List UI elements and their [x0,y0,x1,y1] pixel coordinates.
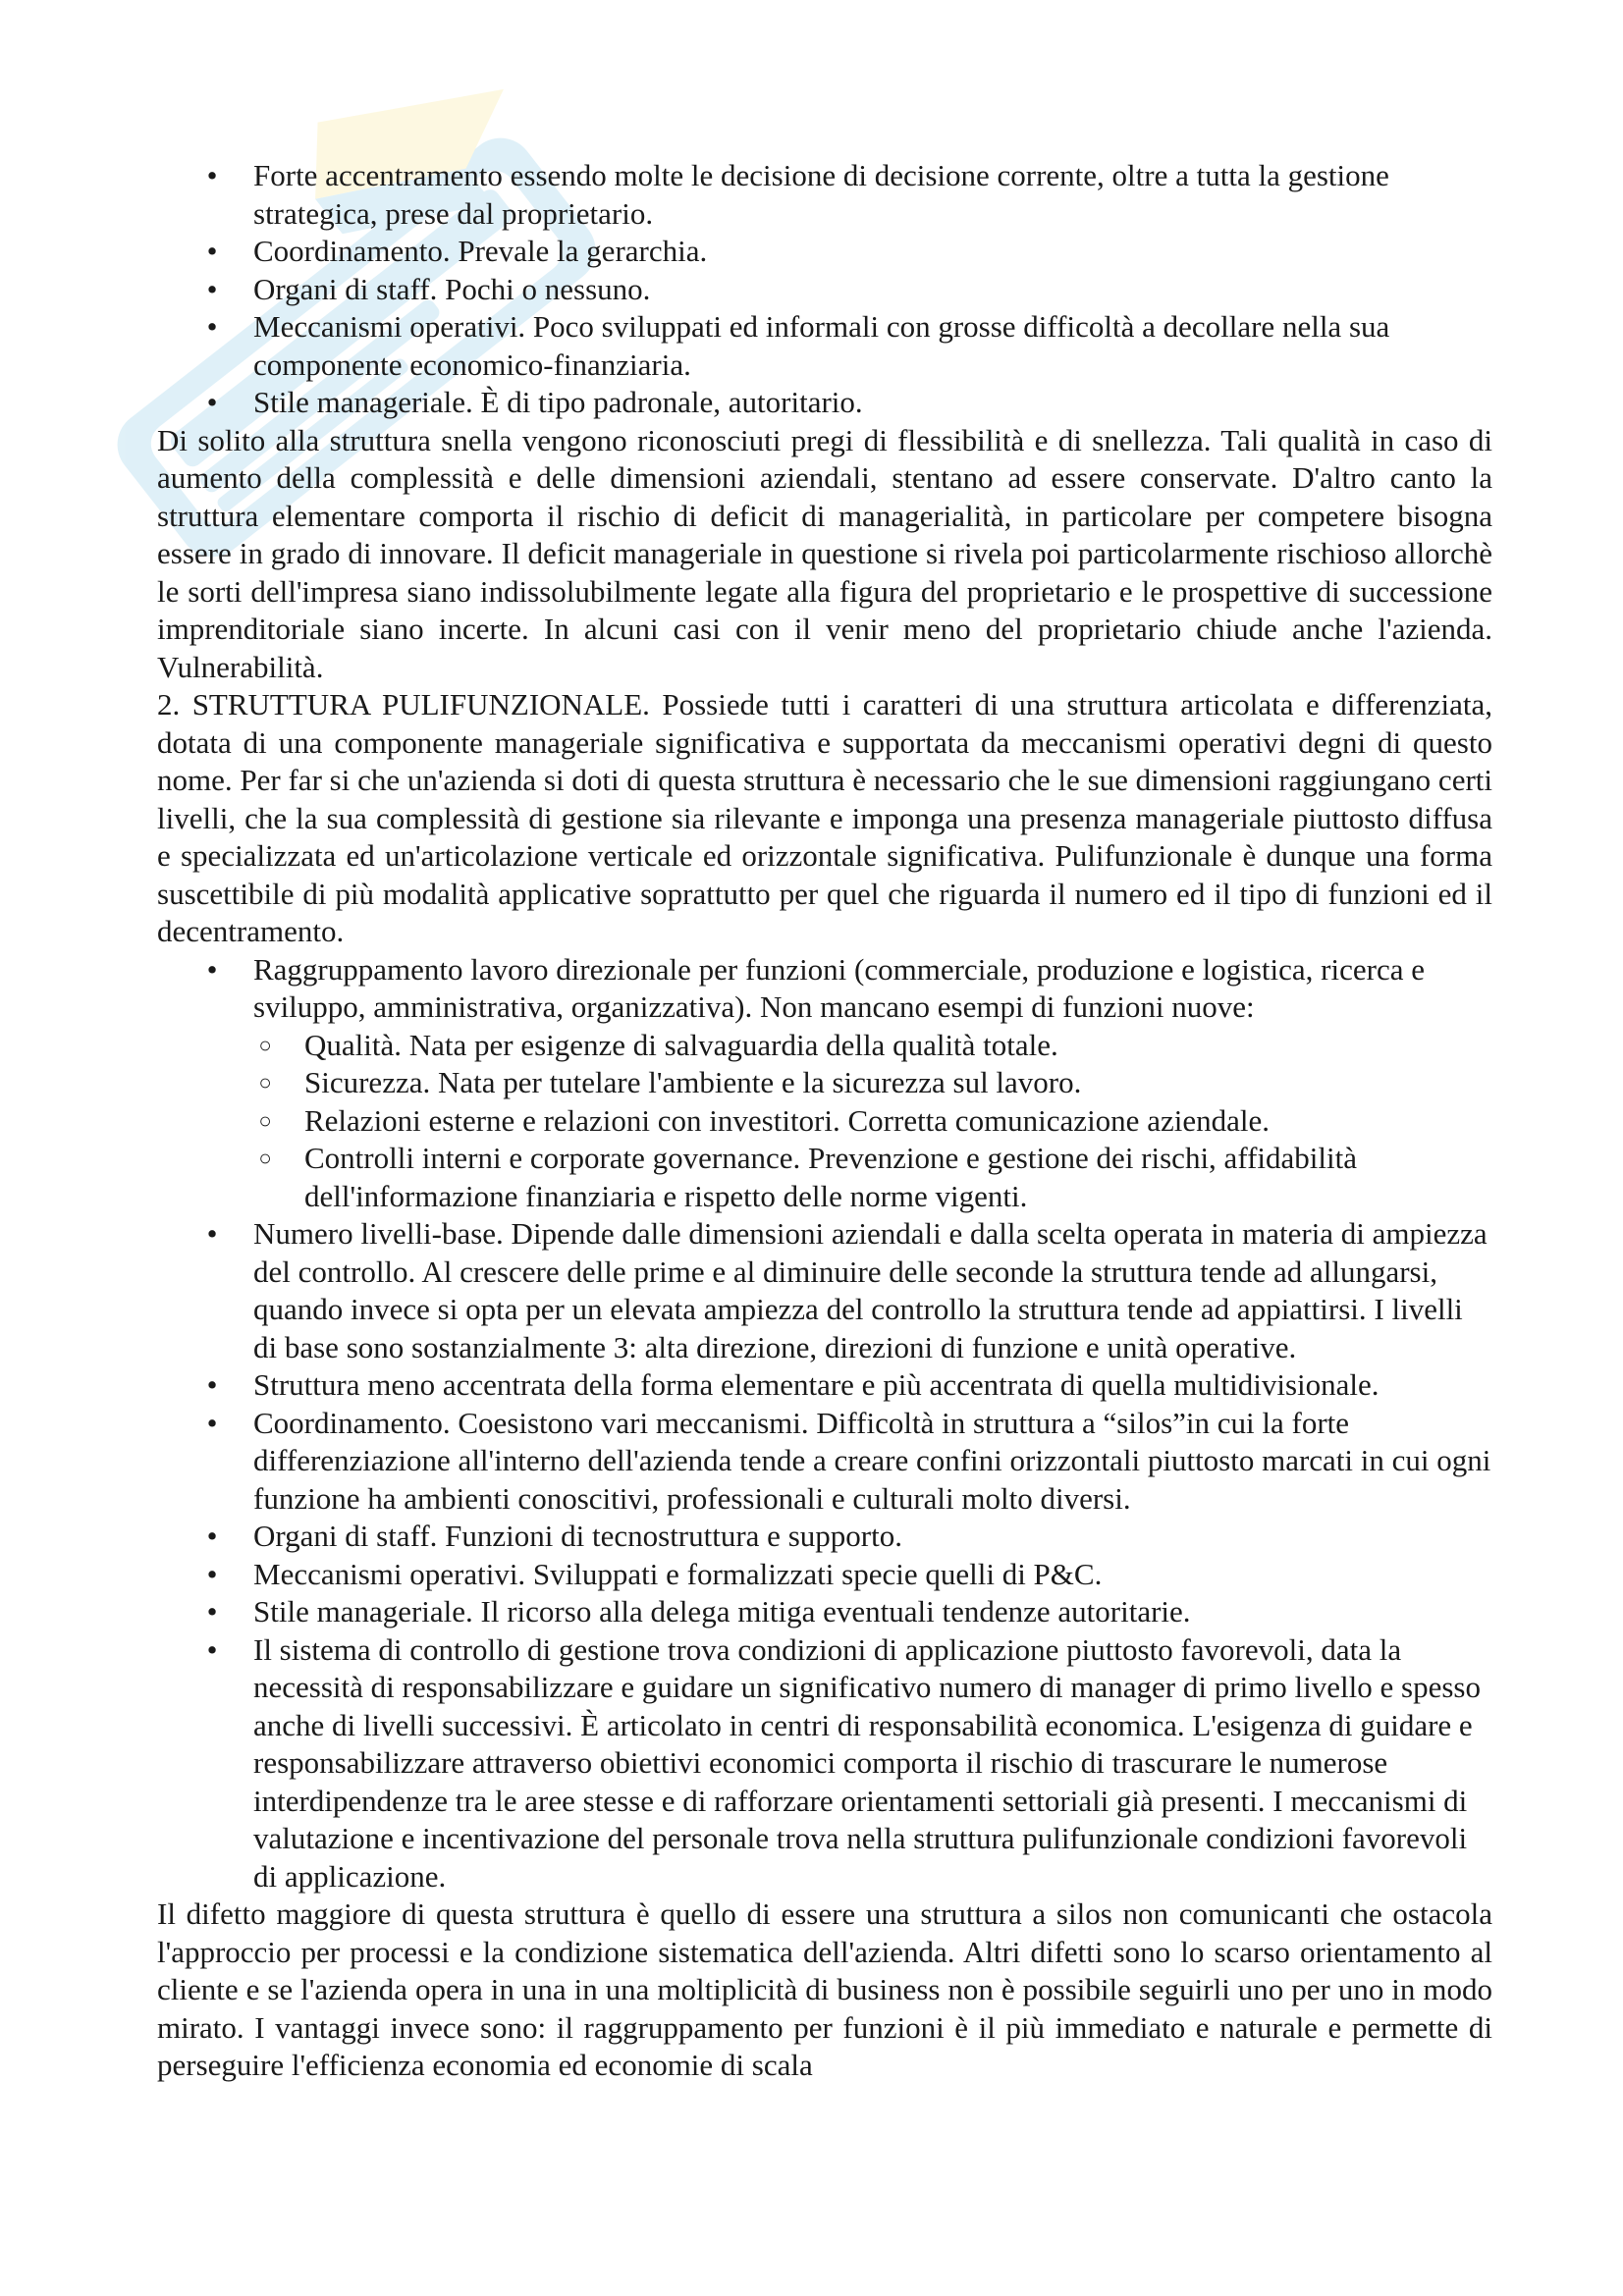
sub-list-item: ○ Sicurezza. Nata per tutelare l'ambiente e la sicurezza sul lavoro. [157,1064,1492,1102]
list-item: • Stile manageriale. Il ricorso alla delega mitiga eventuali tendenze autoritarie. [157,1593,1492,1631]
circle-bullet-icon: ○ [258,1146,272,1170]
bullet-icon: • [206,1594,218,1629]
circle-bullet-icon: ○ [258,1070,272,1095]
bullet-icon: • [206,271,218,306]
paragraph-struttura-snella: Di solito alla struttura snella vengono riconosciuti pregi di flessibilità e di snellezza. Tali qualità in caso di aumento della complessità e delle dimensioni aziendali, stentano ad essere conservate. D'altro canto la struttura elementare comporta il rischio di deficit di managerialità, in particolare per competere bisogna essere in grado di innovare. Il deficit manageriale in questione si rivela poi particolarmente rischioso allorchè le sorti dell'impresa siano indissolubilmente legate alla figura del proprietario e le prospettive di successione imprenditoriale siano incerte. In alcuni casi con il venir meno del proprietario chiude anche l'azienda. Vulnerabilità. [157,422,1492,684]
list-item: • Coordinamento. Coesistono vari meccanismi. Difficoltà in struttura a “silos”in cui la forte differenziazione all'interno dell'azienda tende a creare confini orizzontali piuttosto marcati in cui ogni funzione ha ambienti conoscitivi, professionali e culturali molto diversi. [157,1405,1492,1519]
circle-bullet-icon: ○ [258,1107,272,1133]
sub-list-item: ○ Qualità. Nata per esigenze di salvaguardia della qualità totale. [157,1027,1492,1065]
bullet-icon: • [206,234,218,268]
list-item: • Il sistema di controllo di gestione trova condizioni di applicazione piuttosto favorevoli, data la necessità di responsabilizzare e guidare un significativo numero di manager di primo livello e spesso anche di livelli successivi. È articolato in centri di responsabilità economica. L'esigenza di guidare e responsabilizzare attraverso obiettivi economici comporta il rischio di trascurare le numerose interdipendenze tra le aree stesse e di rafforzare orientamenti settoriali già presenti. I meccanismi di valutazione e incentivazione del personale trova nella struttura pulifunzionale condizioni favorevoli di applicazione. [157,1631,1492,1896]
list-item: • Numero livelli-base. Dipende dalle dimensioni aziendali e dalla scelta operata in materia di ampiezza del controllo. Al crescere delle prime e al diminuire delle seconde la struttura tende ad allungarsi, quando invece si opta per un elevata ampiezza del controllo la struttura tende ad appiattirsi. I livelli di base sono sostanzialmente 3: alta direzione, direzioni di funzione e unità operative. [157,1215,1492,1366]
list-item: • Meccanismi operativi. Sviluppati e formalizzati specie quelli di P&C. [157,1556,1492,1594]
document-body [157,157,1492,2085]
bullet-list-elementare [157,157,1492,422]
list-item: • Organi di staff. Funzioni di tecnostruttura e supporto. [157,1518,1492,1556]
bullet-icon: • [206,1519,218,1553]
list-item: • Forte accentramento essendo molte le decisione di decisione corrente, oltre a tutta la gestione strategica, prese dal proprietario. [157,157,1492,233]
bullet-icon: • [206,1631,218,1667]
circle-bullet-icon: ○ [258,1032,272,1057]
bullet-icon: • [206,1367,218,1402]
paragraph-difetti-vantaggi: Il difetto maggiore di questa struttura è quello di essere una struttura a silos non comunicanti che ostacola l'approccio per processi e la condizione sistematica dell'azienda. Altri difetti sono lo scarso orientamento al cliente e se l'azienda opera in una in una moltiplicità di business non è possibile seguirli uno per uno in modo mirato. I vantaggi invece sono: il raggruppamento per funzioni è il più immediato e naturale e permette di perseguire l'efficienza economia ed economie di scala [157,1896,1492,2082]
sub-list-item: ○ Controlli interni e corporate governance. Prevenzione e gestione dei rischi, affidabilità dell'informazione finanziaria e rispetto delle norme vigenti. [157,1140,1492,1215]
bullet-icon: • [206,309,218,344]
bullet-icon: • [206,385,218,419]
bullet-icon: • [206,1216,218,1251]
list-item: • Raggruppamento lavoro direzionale per funzioni (commerciale, produzione e logistica, ricerca e sviluppo, amministrativa, organizzativa). Non mancano esempi di funzioni nuove: ○ Qualità. Nata per esigenze di salvaguardia della qualità totale. ○ Sicurezza. Nata per tutelare l'ambiente e la sicurezza sul lavoro. ○ Relazioni esterne e relazioni con investitori. Corretta comunicazione aziendale. ○ Controlli interni e corporate governance. Prevenzione e gestione dei rischi, affidabilità dell'informazione finanziaria e rispetto delle norme vigenti. [157,951,1492,1216]
bullet-icon: • [206,1556,218,1591]
list-item: • Coordinamento. Prevale la gerarchia. [157,233,1492,271]
bullet-icon: • [206,1405,218,1440]
list-item: • Stile manageriale. È di tipo padronale, autoritario. [157,384,1492,422]
list-item: • Meccanismi operativi. Poco sviluppati ed informali con grosse difficoltà a decollare nella sua componente economico-finanziaria. [157,308,1492,384]
sub-list-item: ○ Relazioni esterne e relazioni con investitori. Corretta comunicazione aziendale. [157,1102,1492,1141]
sub-list-funzioni-nuove [253,1027,1492,1216]
list-item: • Organi di staff. Pochi o nessuno. [157,271,1492,309]
list-item: • Struttura meno accentrata della forma elementare e più accentrata di quella multidivisionale. [157,1366,1492,1405]
bullet-icon: • [206,158,218,192]
bullet-icon: • [206,951,218,987]
paragraph-struttura-pulifunzionale: 2. STRUTTURA PULIFUNZIONALE. Possiede tutti i caratteri di una struttura articolata e differenziata, dotata di una componente manageriale significativa e supportata da meccanismi operativi degni di questo nome. Per far si che un'azienda si doti di questa struttura è necessario che le sue dimensioni raggiungano certi livelli, che la sua complessità di gestione sia rilevante e imponga una presenza manageriale piuttosto diffusa e specializzata ed un'articolazione verticale ed orizzontale significativa. Pulifunzionale è dunque una forma suscettibile di più modalità applicative soprattutto per quel che riguarda il numero ed il tipo di funzioni ed il decentramento. [157,687,1492,948]
bullet-list-pulifunzionale [157,951,1492,1896]
